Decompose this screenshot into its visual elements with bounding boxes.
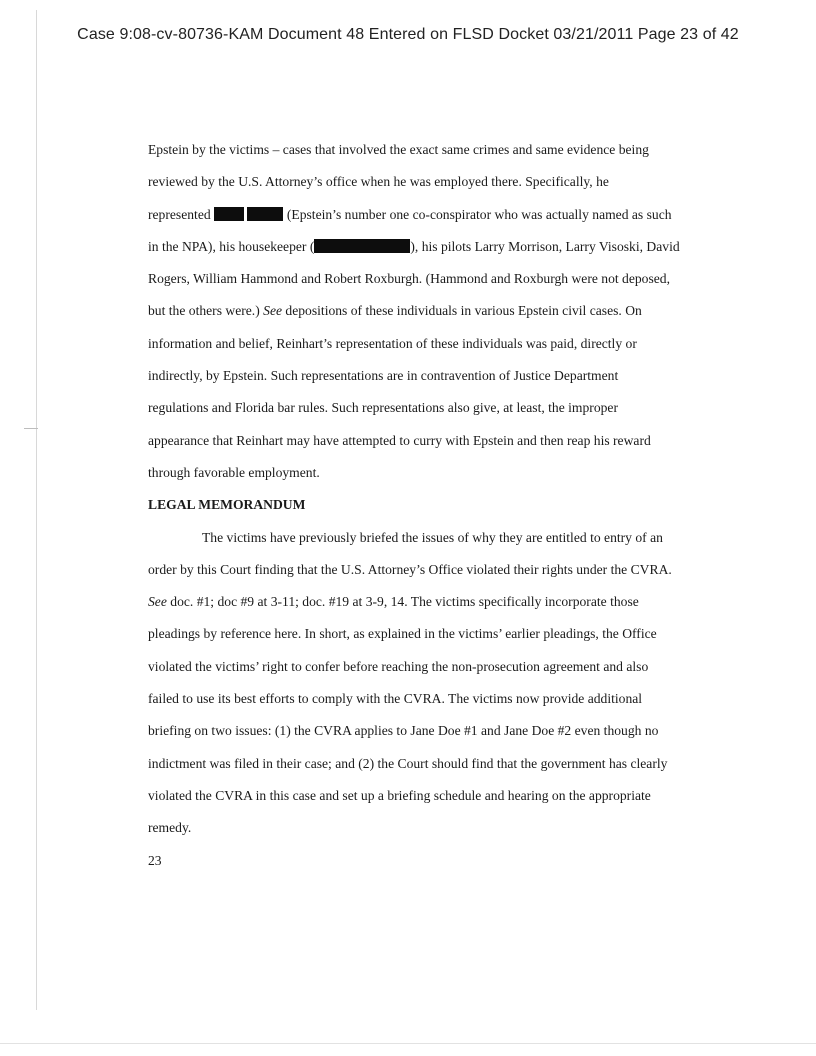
text: The victims have previously briefed the issues of why they are entitled to entry of an [202,529,663,545]
page-bottom-line [0,1043,816,1044]
line [148,425,693,457]
line [148,166,693,198]
text: in the NPA), his housekeeper ( [148,238,315,254]
line [148,295,693,327]
text: pleadings by reference here. In short, as explained in the victims’ earlier pleadings, the Office [148,626,657,642]
line [148,392,693,424]
see-signal: See [263,303,283,319]
text: order by this Court finding that the U.S. Attorney’s Office violated their rights under the CVRA. [148,561,672,577]
text: through favorable employment. [148,464,320,480]
text: Rogers, William Hammond and Robert Roxburgh. (Hammond and Roxburgh were not deposed, [148,271,670,287]
line [148,522,693,554]
line [148,586,693,618]
redaction-block [247,207,283,221]
line [148,199,693,231]
text: violated the CVRA in this case and set up a briefing schedule and hearing on the appropriate [148,787,651,803]
see-signal: See [148,594,167,610]
line [148,651,693,683]
redaction-block [314,239,410,253]
line [148,231,693,263]
text: briefing on two issues: (1) the CVRA applies to Jane Doe #1 and Jane Doe #2 even though no [148,723,659,739]
text: depositions of these individuals in various Epstein civil cases. On [285,303,642,319]
line [148,457,693,489]
line [148,134,693,166]
text: but the others were.) [148,303,260,319]
line [148,715,693,747]
docket-header: Case 9:08-cv-80736-KAM Document 48 Entered on FLSD Docket 03/21/2011 Page 23 of 42 [77,26,739,43]
page-edge-line [36,10,37,1010]
text: remedy. [148,820,192,836]
text: reviewed by the U.S. Attorney’s office when he was employed there. Specifically, he [148,174,609,190]
text: ), his pilots Larry Morrison, Larry Visoski, David [410,238,680,254]
line [148,360,693,392]
section-heading: LEGAL MEMORANDUM [148,497,306,513]
redaction-block [214,207,244,221]
line [148,554,693,586]
text: (Epstein’s number one co-conspirator who was actually named as such [286,206,672,222]
text: doc. #1; doc #9 at 3-11; doc. #19 at 3-9, 14. The victims specifically incorporate those [170,594,639,610]
document-body [148,134,693,877]
text: failed to use its best efforts to comply with the CVRA. The victims now provide additional [148,691,643,707]
margin-tick-mark [24,428,38,429]
text: Epstein by the victims – cases that involved the exact same crimes and same evidence being [148,142,649,157]
line [148,780,693,812]
line [148,812,693,844]
text: represented [148,206,211,222]
line [148,748,693,780]
text: regulations and Florida bar rules. Such representations also give, at least, the improper [148,400,618,416]
page-number: 23 [148,852,162,868]
text: violated the victims’ right to confer before reaching the non-prosecution agreement and also [148,658,649,674]
line [148,683,693,715]
text: indirectly, by Epstein. Such representations are in contravention of Justice Department [148,368,619,384]
line [148,618,693,650]
text: appearance that Reinhart may have attempted to curry with Epstein and then reap his reward [148,432,651,448]
line [148,263,693,295]
line [148,328,693,360]
text: indictment was filed in their case; and (2) the Court should find that the government has clearly [148,755,668,771]
text: information and belief, Reinhart’s representation of these individuals was paid, directly or [148,335,637,351]
